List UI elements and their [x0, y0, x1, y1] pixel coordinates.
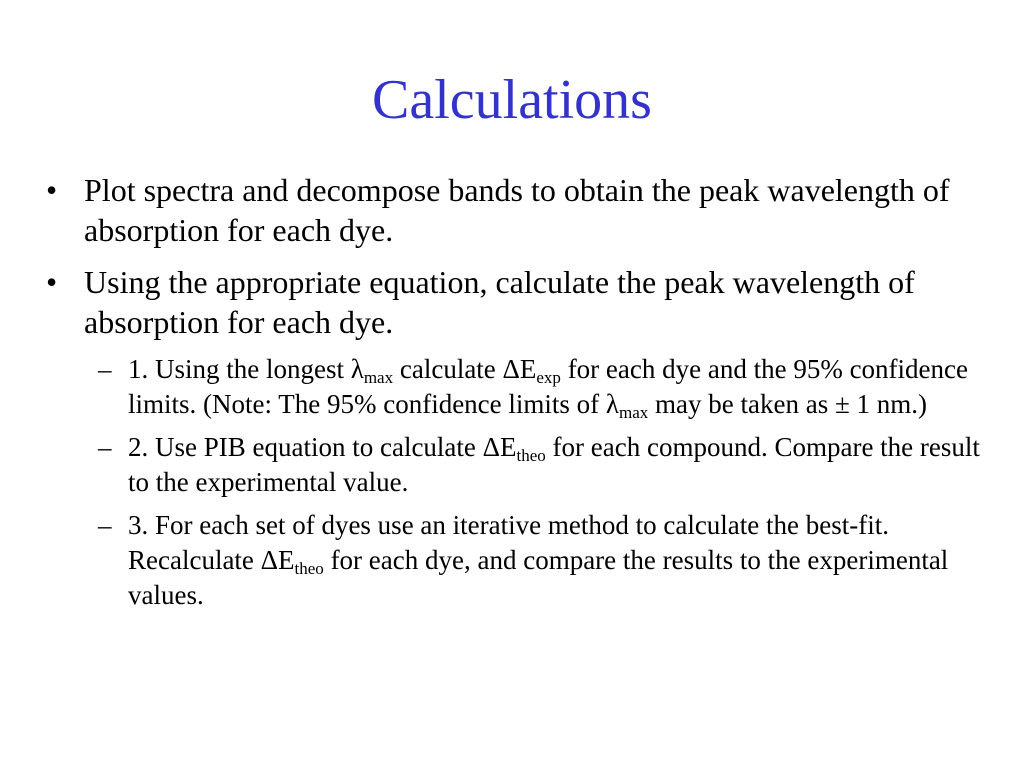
- sub-bullet-text: 2. Use PIB equation to calculate $\Delta E_{theo}$ for each compound. Compare the result to the experimental value.: [128, 432, 980, 497]
- sub-bullet-marker: –: [98, 510, 112, 540]
- bullet-text: Plot spectra and decompose bands to obtain the peak wavelength of absorption for each dye.: [84, 172, 950, 248]
- subscript: max: [363, 368, 394, 387]
- sub-bullet-text: 3. For each set of dyes use an iterative method to calculate the best-fit. Recalculate $\Delta E_{theo}$ for each dye, and compare the results to the experimental values.: [128, 510, 949, 610]
- sub-bullet-item: [46, 508, 986, 613]
- subscript: theo: [294, 559, 324, 578]
- sub-bullet-text: 1. Using the longest $\lambda_{max}$ calculate $\Delta E_{exp}$ for each dye and the 95% confidence limits. (Note: The 95% confidence limits of $\lambda_{max}$ may be taken as ± 1 nm.): [128, 354, 968, 422]
- sub-bullet-marker: –: [98, 432, 112, 462]
- bullet-marker: •: [46, 172, 58, 208]
- sub-bullet-list: [46, 352, 986, 613]
- sub-bullet-item: [46, 430, 986, 500]
- subscript: exp: [536, 368, 561, 387]
- bullet-text: Using the appropriate equation, calculate the peak wavelength of absorption for each dye.: [84, 264, 915, 340]
- bullet-marker: •: [46, 264, 58, 300]
- bullet-item: [46, 170, 986, 250]
- slide-title: Calculations: [372, 69, 652, 131]
- subscript: theo: [516, 446, 546, 465]
- sub-bullet-marker: –: [98, 354, 112, 384]
- subscript: max: [619, 403, 649, 422]
- sub-bullet-item: [46, 352, 986, 422]
- slide-body: [46, 170, 986, 621]
- bullet-item: [46, 262, 986, 342]
